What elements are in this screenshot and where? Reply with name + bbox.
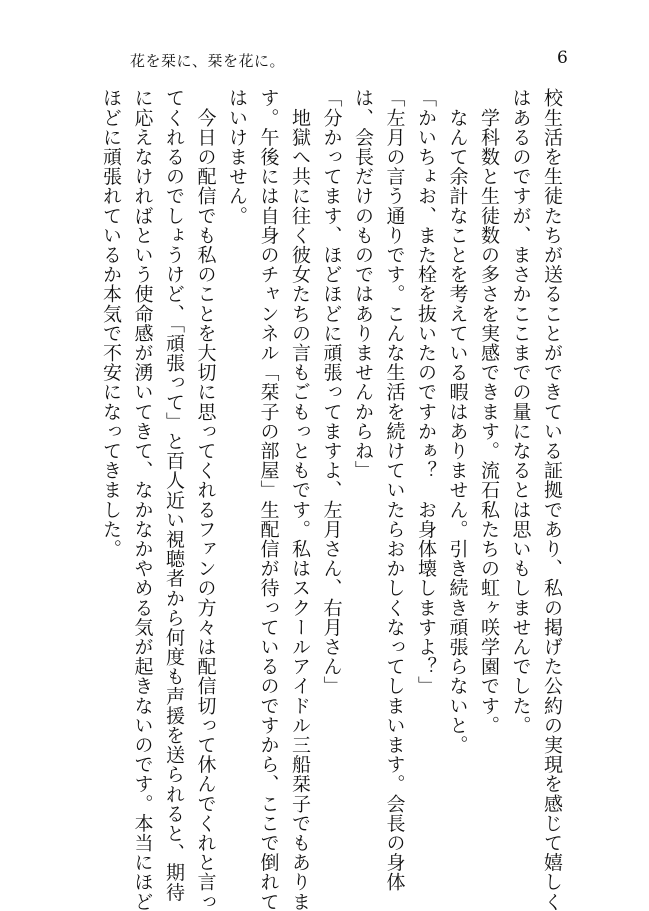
text-line: ほどに頑張れているか本気で不安になってきました。 (100, 88, 122, 559)
text-line: に応えなければという使命感が湧いてきて、なかなかやめる気が起きないのです。本当にほど (131, 88, 154, 911)
text-line: 今日の配信でも私のことを大切に思ってくれるファンの方々は配信切って休んでくれと言っ (194, 88, 217, 911)
text-line: は、会長だけのものではありませんからね」 (352, 88, 374, 480)
text-line: 校生活を生徒たちが送ることができている証拠であり、私の掲げた公約の実現を感じて嬉しく (541, 88, 563, 911)
page-number: 6 (557, 48, 568, 68)
running-title: 花を栞に、栞を花に。 (130, 52, 286, 70)
text-line: 「分かってます、ほどほどに頑張ってますよ、左月さん、右月さん」 (320, 88, 343, 696)
text-line: す。午後には自身のチャンネル「栞子の部屋」生配信が待っているのですから、ここで倒れて (257, 88, 280, 911)
text-line: なんて余計なことを考えている暇はありません。引き続き頑張らないと。 (446, 88, 469, 755)
text-line: 「左月の言う通りです。こんな生活を続けていたらおかしくなってしまいます。会長の身体 (383, 88, 406, 892)
text-line: てくれるのでしょうけど、「頑張って」と百人近い視聴者から何度も声援を送られると、期待 (163, 88, 185, 902)
text-line: はあるのですが、まさかここまでの量になるとは思いもしませんでした。 (509, 88, 532, 735)
text-line: 学科数と生徒数の多さを実感できます。流石私たちの虹ヶ咲学園です。 (478, 88, 500, 735)
vertical-body-text (95, 88, 568, 911)
text-line: 「かいちょお、また栓を抜いたのですかぁ？ お身体壊しますよ？」 (415, 88, 437, 696)
text-line: はいけません。 (226, 88, 248, 226)
text-line: 地獄へ共に往く彼女たちの言もごもっともです。私はスクールアイドル三船栞子でもありま (289, 88, 311, 911)
